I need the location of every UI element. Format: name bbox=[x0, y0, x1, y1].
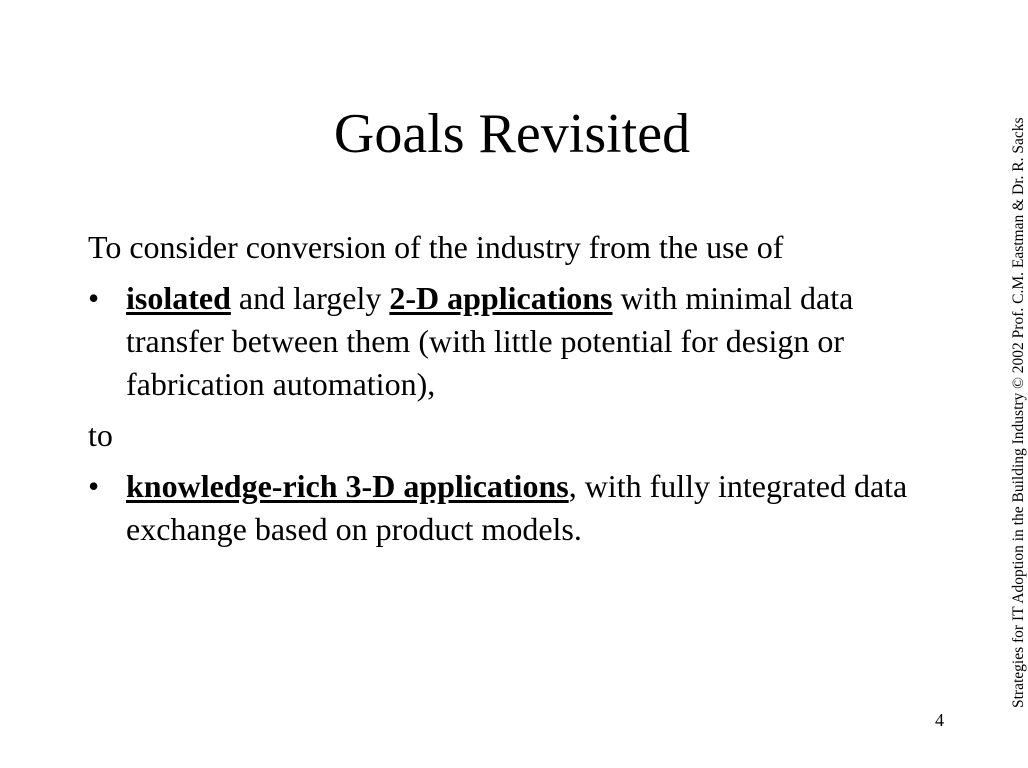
bullet-text: with minimal data transfer between them (with little potential for design or fabrication automation), bbox=[126, 280, 854, 402]
side-credit: Strategies for IT Adoption in the Building Industry © 2002 Prof. C.M. Eastman & Dr. R. Sacks bbox=[1010, 117, 1027, 708]
bullet-marker: • bbox=[88, 468, 100, 504]
emphasis-3d-applications: knowledge-rich 3-D applications bbox=[126, 468, 569, 504]
bullet-text: and largely bbox=[230, 280, 390, 316]
bullet-text: , with fully integrated data exchange based on product models. bbox=[126, 468, 908, 547]
page-number: 4 bbox=[935, 710, 944, 730]
emphasis-isolated: isolated bbox=[126, 280, 231, 316]
slide-body bbox=[88, 226, 928, 559]
slide-title: Goals Revisited bbox=[333, 103, 691, 165]
emphasis-2d-applications: 2-D applications bbox=[389, 280, 613, 316]
bullet-item bbox=[88, 277, 928, 406]
bullet-item bbox=[88, 465, 928, 551]
bullet-marker: • bbox=[88, 280, 100, 316]
connector-text: to bbox=[88, 417, 113, 453]
intro-paragraph: To consider conversion of the industry from the use of bbox=[88, 229, 784, 265]
